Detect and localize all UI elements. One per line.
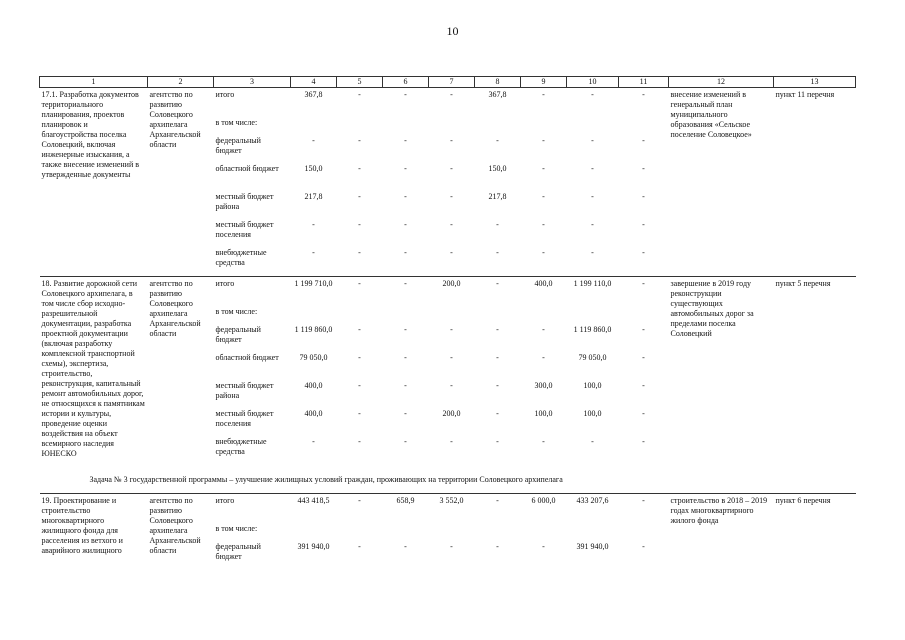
- amount-cell: 367,8: [291, 88, 337, 119]
- funding-source: местный бюджет района: [215, 192, 274, 211]
- amount-cell: -: [404, 542, 407, 551]
- measure-name: 18. Развитие дорожной сети Соловецкого архипелага, в том числе сбор исходно-разрешительной документации, разработка проектной документации (включая разработку комплексной транспортной схемы), экспертиза, строительство, реконструкция, капитальный ремонт автомобильных дорог, не относящихся к памятникам истории и культуры, проведение оценки воздействия на объект всемирного наследия ЮНЕСКО: [41, 279, 145, 458]
- amount-cell: -: [337, 494, 383, 525]
- amount-cell: -: [496, 220, 499, 229]
- table-row: [40, 494, 856, 525]
- amount-cell: -: [358, 409, 361, 418]
- amount-cell: -: [404, 136, 407, 145]
- amount-cell: -: [312, 248, 315, 257]
- funding-source: внебюджетные средства: [215, 437, 267, 456]
- amount-cell: -: [358, 381, 361, 390]
- amount-cell: 367,8: [475, 88, 521, 119]
- amount-cell: [383, 307, 429, 325]
- amount-cell: -: [475, 277, 521, 308]
- header-cell: 5: [337, 77, 383, 88]
- executor-cell: [148, 277, 214, 466]
- amount-cell: [619, 118, 669, 136]
- amount-cell: [383, 524, 429, 542]
- amount-cell: 100,0: [583, 409, 602, 418]
- amount-cell: -: [404, 409, 407, 418]
- funding-source: в том числе:: [215, 307, 258, 316]
- amount-cell: -: [404, 437, 407, 446]
- header-cell: 6: [383, 77, 429, 88]
- amount-cell: -: [383, 88, 429, 119]
- header-cell: 1: [40, 77, 148, 88]
- amount-cell: -: [337, 277, 383, 308]
- amount-cell: -: [496, 409, 499, 418]
- amount-cell: -: [358, 248, 361, 257]
- amount-cell: -: [358, 220, 361, 229]
- amount-cell: 658,9: [383, 494, 429, 525]
- amount-cell: [521, 118, 567, 136]
- amount-cell: -: [542, 248, 545, 257]
- amount-cell: -: [404, 192, 407, 201]
- amount-cell: -: [591, 136, 594, 145]
- indicator-ref: пункт 6 перечня: [775, 496, 831, 505]
- amount-cell: 400,0: [304, 381, 323, 390]
- amount-cell: 100,0: [583, 381, 602, 390]
- amount-cell: -: [450, 220, 453, 229]
- amount-cell: -: [383, 277, 429, 308]
- amount-cell: -: [642, 409, 645, 418]
- amount-cell: 200,0: [429, 277, 475, 308]
- header-cell: 3: [214, 77, 291, 88]
- expected-result-cell: [669, 88, 774, 277]
- amount-cell: -: [542, 136, 545, 145]
- amount-cell: -: [358, 192, 361, 201]
- amount-cell: [337, 118, 383, 136]
- amount-cell: 400,0: [521, 277, 567, 308]
- amount-cell: -: [591, 192, 594, 201]
- amount-cell: -: [642, 353, 645, 362]
- amount-cell: 150,0: [304, 164, 323, 173]
- amount-cell: [567, 307, 619, 325]
- funding-source: федеральный бюджет: [215, 136, 261, 155]
- amount-cell: -: [337, 88, 383, 119]
- measure-name: 17.1. Разработка документов территориального планирования, проектов планировок и благоустройства поселка Соловецкий, включая инженерные изыскания, а также внесение изменений в утвержденные документы: [41, 90, 140, 179]
- amount-cell: -: [496, 381, 499, 390]
- amount-cell: [567, 524, 619, 542]
- expected-result-cell: [669, 494, 774, 571]
- amount-cell: 100,0: [534, 409, 553, 418]
- header-row: [40, 77, 856, 88]
- indicator-ref: пункт 5 перечня: [775, 279, 831, 288]
- amount-cell: -: [591, 437, 594, 446]
- amount-cell: [567, 118, 619, 136]
- amount-cell: [337, 307, 383, 325]
- amount-cell: [475, 118, 521, 136]
- measure-name-cell: [40, 494, 148, 571]
- amount-cell: -: [496, 353, 499, 362]
- amount-cell: -: [542, 542, 545, 551]
- amount-cell: -: [542, 220, 545, 229]
- amount-cell: -: [358, 325, 361, 334]
- amount-cell: -: [450, 164, 453, 173]
- amount-cell: -: [642, 381, 645, 390]
- amount-cell: -: [642, 325, 645, 334]
- amount-cell: -: [358, 164, 361, 173]
- amount-cell: -: [642, 437, 645, 446]
- amount-cell: -: [404, 164, 407, 173]
- indicator-cell: [774, 277, 856, 466]
- amount-cell: 79 050,0: [299, 353, 328, 362]
- amount-cell: -: [450, 437, 453, 446]
- funding-source: областной бюджет: [215, 164, 279, 173]
- amount-cell: -: [450, 136, 453, 145]
- amount-cell: -: [358, 437, 361, 446]
- amount-cell: 3 552,0: [429, 494, 475, 525]
- amount-cell: [429, 118, 475, 136]
- header-cell: 13: [774, 77, 856, 88]
- executor: агентство по развитию Соловецкого архипелага Архангельской области: [149, 496, 201, 555]
- amount-cell: [429, 524, 475, 542]
- table-row: [40, 277, 856, 308]
- funding-source: федеральный бюджет: [215, 542, 261, 561]
- amount-cell: -: [450, 381, 453, 390]
- amount-cell: [475, 524, 521, 542]
- amount-cell: 400,0: [304, 409, 323, 418]
- amount-cell: 443 418,5: [291, 494, 337, 525]
- funding-source: итого: [214, 494, 291, 525]
- amount-cell: -: [496, 248, 499, 257]
- amount-cell: [521, 307, 567, 325]
- amount-cell: -: [496, 136, 499, 145]
- amount-cell: [619, 524, 669, 542]
- amount-cell: -: [642, 136, 645, 145]
- amount-cell: 1 199 710,0: [291, 277, 337, 308]
- funding-source: итого: [214, 277, 291, 308]
- expected-result: внесение изменений в генеральный план муниципального образования «Сельское поселение Соловецкое»: [670, 90, 752, 139]
- amount-cell: 217,8: [304, 192, 323, 201]
- funding-source: местный бюджет поселения: [215, 409, 274, 428]
- amount-cell: [291, 524, 337, 542]
- amount-cell: -: [542, 437, 545, 446]
- expected-result-cell: [669, 277, 774, 466]
- funding-source: в том числе:: [215, 524, 258, 533]
- amount-cell: -: [642, 248, 645, 257]
- amount-cell: -: [358, 136, 361, 145]
- amount-cell: -: [542, 325, 545, 334]
- amount-cell: 1 119 860,0: [294, 325, 333, 334]
- amount-cell: -: [312, 136, 315, 145]
- amount-cell: -: [404, 220, 407, 229]
- indicator-cell: [774, 88, 856, 277]
- funding-source: местный бюджет района: [215, 381, 274, 400]
- amount-cell: -: [404, 248, 407, 257]
- executor-cell: [148, 494, 214, 571]
- header-cell: 11: [619, 77, 669, 88]
- measure-name-cell: [40, 88, 148, 277]
- indicator-cell: [774, 494, 856, 571]
- table-row: [40, 88, 856, 119]
- amount-cell: -: [475, 494, 521, 525]
- header-cell: 12: [669, 77, 774, 88]
- executor: агентство по развитию Соловецкого архипелага Архангельской области: [149, 279, 201, 338]
- amount-cell: 217,8: [488, 192, 507, 201]
- amount-cell: -: [642, 220, 645, 229]
- amount-cell: [383, 118, 429, 136]
- measure-name: 19. Проектирование и строительство многоквартирного жилищного фонда для расселения из ветхого и аварийного жилищного: [41, 496, 123, 555]
- amount-cell: [475, 307, 521, 325]
- amount-cell: -: [642, 192, 645, 201]
- executor: агентство по развитию Соловецкого архипелага Архангельской области: [149, 90, 201, 149]
- amount-cell: -: [591, 164, 594, 173]
- amount-cell: -: [312, 437, 315, 446]
- amount-cell: [291, 118, 337, 136]
- amount-cell: -: [642, 542, 645, 551]
- amount-cell: -: [358, 353, 361, 362]
- amount-cell: -: [542, 192, 545, 201]
- header-cell: 2: [148, 77, 214, 88]
- amount-cell: [337, 524, 383, 542]
- amount-cell: -: [567, 88, 619, 119]
- amount-cell: 391 940,0: [576, 542, 609, 551]
- amount-cell: 6 000,0: [521, 494, 567, 525]
- amount-cell: -: [542, 353, 545, 362]
- amount-cell: -: [542, 164, 545, 173]
- task-heading: Задача № 3 государственной программы – улучшение жилищных условий граждан, проживающих на территории Соловецкого архипелага: [89, 475, 563, 484]
- amount-cell: -: [591, 248, 594, 257]
- amount-cell: [429, 307, 475, 325]
- funding-source: итого: [214, 88, 291, 119]
- amount-cell: -: [496, 437, 499, 446]
- expected-result: строительство в 2018 – 2019 годах многоквартирного жилого фонда: [670, 496, 768, 525]
- amount-cell: [619, 307, 669, 325]
- amount-cell: -: [496, 325, 499, 334]
- header-cell: 7: [429, 77, 475, 88]
- amount-cell: 200,0: [442, 409, 461, 418]
- amount-cell: -: [619, 494, 669, 525]
- amount-cell: -: [404, 325, 407, 334]
- amount-cell: 1 199 110,0: [567, 277, 619, 308]
- budget-table: [39, 76, 856, 570]
- amount-cell: -: [521, 88, 567, 119]
- amount-cell: 79 050,0: [578, 353, 607, 362]
- amount-cell: 1 119 860,0: [573, 325, 612, 334]
- indicator-ref: пункт 11 перечня: [775, 90, 835, 99]
- task-heading-row: [40, 465, 856, 494]
- expected-result: завершение в 2019 году реконструкции существующих автомобильных дорог за пределами поселка Соловецкий: [670, 279, 754, 338]
- funding-source: областной бюджет: [215, 353, 279, 362]
- measure-name-cell: [40, 277, 148, 466]
- amount-cell: -: [642, 164, 645, 173]
- amount-cell: 150,0: [488, 164, 507, 173]
- amount-cell: [521, 524, 567, 542]
- amount-cell: -: [404, 381, 407, 390]
- amount-cell: -: [619, 88, 669, 119]
- funding-source: внебюджетные средства: [215, 248, 267, 267]
- amount-cell: -: [312, 220, 315, 229]
- amount-cell: -: [429, 88, 475, 119]
- funding-source: в том числе:: [215, 118, 258, 127]
- funding-source: федеральный бюджет: [215, 325, 261, 344]
- amount-cell: 391 940,0: [297, 542, 330, 551]
- amount-cell: [291, 307, 337, 325]
- amount-cell: -: [450, 192, 453, 201]
- amount-cell: -: [450, 325, 453, 334]
- amount-cell: -: [496, 542, 499, 551]
- amount-cell: 433 207,6: [567, 494, 619, 525]
- header-cell: 8: [475, 77, 521, 88]
- amount-cell: -: [591, 220, 594, 229]
- amount-cell: -: [450, 248, 453, 257]
- header-cell: 10: [567, 77, 619, 88]
- amount-cell: -: [404, 353, 407, 362]
- funding-source: местный бюджет поселения: [215, 220, 274, 239]
- amount-cell: -: [450, 542, 453, 551]
- header-cell: 4: [291, 77, 337, 88]
- amount-cell: -: [619, 277, 669, 308]
- page-number: 10: [446, 24, 459, 38]
- amount-cell: 300,0: [534, 381, 553, 390]
- executor-cell: [148, 88, 214, 277]
- amount-cell: -: [450, 353, 453, 362]
- header-cell: 9: [521, 77, 567, 88]
- amount-cell: -: [358, 542, 361, 551]
